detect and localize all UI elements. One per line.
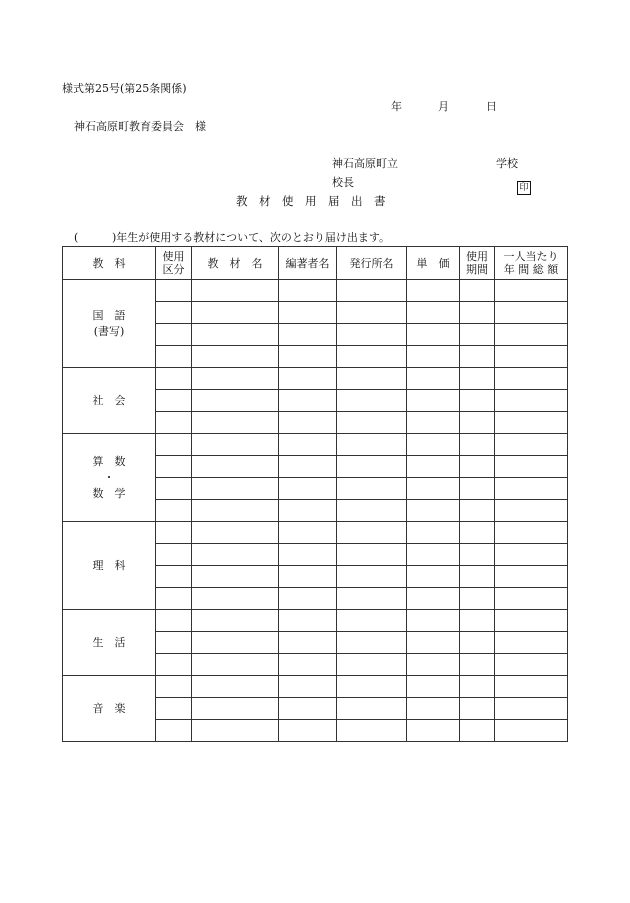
entry-cell[interactable]	[192, 544, 279, 566]
entry-cell[interactable]	[337, 368, 407, 390]
header-usage-period: 使用 期間	[460, 247, 495, 280]
entry-cell[interactable]	[156, 500, 192, 522]
subject-cell: 社 会	[63, 368, 156, 434]
entry-cell[interactable]	[460, 610, 495, 632]
entry-cell[interactable]	[337, 588, 407, 610]
entry-cell[interactable]	[407, 522, 460, 544]
entry-cell[interactable]	[337, 720, 407, 742]
entry-cell[interactable]	[156, 280, 192, 302]
entry-cell[interactable]	[156, 698, 192, 720]
entry-cell[interactable]	[192, 434, 279, 456]
entry-cell[interactable]	[156, 368, 192, 390]
entry-cell[interactable]	[192, 456, 279, 478]
entry-cell[interactable]	[407, 456, 460, 478]
entry-cell[interactable]	[407, 346, 460, 368]
entry-cell[interactable]	[279, 280, 337, 302]
entry-cell[interactable]	[495, 654, 568, 676]
entry-cell[interactable]	[156, 654, 192, 676]
date-year-label: 年	[391, 100, 402, 113]
entry-cell[interactable]	[192, 478, 279, 500]
entry-cell[interactable]	[156, 478, 192, 500]
header-material-name: 教 材 名	[192, 247, 279, 280]
table-row	[63, 676, 568, 698]
entry-cell[interactable]	[407, 632, 460, 654]
entry-cell[interactable]	[192, 720, 279, 742]
entry-cell[interactable]	[460, 632, 495, 654]
addressee: 神石高原町教育委員会 様	[74, 120, 206, 133]
header-usage-class: 使用 区分	[156, 247, 192, 280]
entry-cell[interactable]	[460, 280, 495, 302]
entry-cell[interactable]	[192, 632, 279, 654]
entry-cell[interactable]	[460, 412, 495, 434]
entry-cell[interactable]	[460, 500, 495, 522]
entry-cell[interactable]	[337, 456, 407, 478]
entry-cell[interactable]	[156, 434, 192, 456]
entry-cell[interactable]	[407, 478, 460, 500]
entry-cell[interactable]	[407, 610, 460, 632]
table-body	[63, 280, 568, 742]
entry-cell[interactable]	[495, 324, 568, 346]
table-row	[63, 610, 568, 632]
title-char: 材	[259, 194, 271, 208]
title-char: 出	[351, 194, 363, 208]
entry-cell[interactable]	[460, 654, 495, 676]
principal-label: 校長	[332, 176, 354, 189]
entry-cell[interactable]	[337, 566, 407, 588]
entry-cell[interactable]	[279, 324, 337, 346]
entry-cell[interactable]	[279, 610, 337, 632]
header-author: 編著者名	[279, 247, 337, 280]
entry-cell[interactable]	[495, 698, 568, 720]
title-char: 書	[374, 194, 386, 208]
entry-cell[interactable]	[337, 544, 407, 566]
entry-cell[interactable]	[460, 588, 495, 610]
title-char: 届	[328, 194, 340, 208]
entry-cell[interactable]	[279, 434, 337, 456]
entry-cell[interactable]	[407, 390, 460, 412]
entry-cell[interactable]	[337, 390, 407, 412]
subject-cell: 生 活	[63, 610, 156, 676]
table-row	[63, 434, 568, 456]
entry-cell[interactable]	[407, 324, 460, 346]
entry-cell[interactable]	[192, 522, 279, 544]
entry-cell[interactable]	[460, 522, 495, 544]
entry-cell[interactable]	[337, 280, 407, 302]
entry-cell[interactable]	[407, 412, 460, 434]
entry-cell[interactable]	[495, 346, 568, 368]
entry-cell[interactable]	[460, 324, 495, 346]
entry-cell[interactable]	[192, 654, 279, 676]
entry-cell[interactable]	[156, 720, 192, 742]
intro-statement: )年生が使用する教材について、次のとおり届け出ます。	[112, 231, 390, 244]
table-row	[63, 280, 568, 302]
entry-cell[interactable]	[192, 610, 279, 632]
subject-cell: 算 数 ・ 数 学	[63, 434, 156, 522]
entry-cell[interactable]	[279, 302, 337, 324]
entry-cell[interactable]	[407, 588, 460, 610]
entry-cell[interactable]	[495, 390, 568, 412]
entry-cell[interactable]	[192, 324, 279, 346]
entry-cell[interactable]	[192, 280, 279, 302]
school-prefix: 神石高原町立	[332, 157, 398, 170]
entry-cell[interactable]	[192, 588, 279, 610]
entry-cell[interactable]	[156, 544, 192, 566]
entry-cell[interactable]	[156, 566, 192, 588]
entry-cell[interactable]	[407, 676, 460, 698]
entry-cell[interactable]	[337, 522, 407, 544]
entry-cell[interactable]	[279, 720, 337, 742]
entry-cell[interactable]	[279, 346, 337, 368]
entry-cell[interactable]	[156, 346, 192, 368]
date-month-label: 月	[438, 100, 449, 113]
entry-cell[interactable]	[460, 698, 495, 720]
entry-cell[interactable]	[407, 280, 460, 302]
entry-cell[interactable]	[156, 412, 192, 434]
entry-cell[interactable]	[279, 478, 337, 500]
entry-cell[interactable]	[407, 500, 460, 522]
entry-cell[interactable]	[279, 698, 337, 720]
school-suffix: 学校	[496, 157, 518, 170]
subject-cell: 音 楽	[63, 676, 156, 742]
subject-cell: 国 語 (書写)	[63, 280, 156, 368]
entry-cell[interactable]	[337, 654, 407, 676]
header-publisher: 発行所名	[337, 247, 407, 280]
entry-cell[interactable]	[279, 522, 337, 544]
seal-mark	[517, 175, 531, 195]
table-row	[63, 522, 568, 544]
entry-cell[interactable]	[192, 302, 279, 324]
entry-cell[interactable]	[407, 720, 460, 742]
title-char: 教	[236, 194, 248, 208]
entry-cell[interactable]	[495, 566, 568, 588]
entry-cell[interactable]	[337, 346, 407, 368]
title-char: 使	[282, 194, 294, 208]
entry-cell[interactable]	[156, 676, 192, 698]
entry-cell[interactable]	[279, 412, 337, 434]
entry-cell[interactable]	[337, 478, 407, 500]
entry-cell[interactable]	[156, 302, 192, 324]
entry-cell[interactable]	[407, 368, 460, 390]
entry-cell[interactable]	[460, 566, 495, 588]
entry-cell[interactable]	[495, 280, 568, 302]
entry-cell[interactable]	[495, 676, 568, 698]
entry-cell[interactable]	[460, 302, 495, 324]
subject-cell: 理 科	[63, 522, 156, 610]
entry-cell[interactable]	[279, 676, 337, 698]
entry-cell[interactable]	[192, 346, 279, 368]
entry-cell[interactable]	[337, 324, 407, 346]
entry-cell[interactable]	[279, 500, 337, 522]
entry-cell[interactable]	[279, 632, 337, 654]
entry-cell[interactable]	[460, 368, 495, 390]
entry-cell[interactable]	[495, 478, 568, 500]
header-unit-price: 単 価	[407, 247, 460, 280]
entry-cell[interactable]	[495, 588, 568, 610]
entry-cell[interactable]	[407, 544, 460, 566]
entry-cell[interactable]	[407, 434, 460, 456]
entry-cell[interactable]	[279, 544, 337, 566]
entry-cell[interactable]	[460, 544, 495, 566]
entry-cell[interactable]	[460, 720, 495, 742]
entry-cell[interactable]	[156, 632, 192, 654]
entry-cell[interactable]	[279, 390, 337, 412]
entry-cell[interactable]	[156, 522, 192, 544]
entry-cell[interactable]	[279, 654, 337, 676]
entry-cell[interactable]	[407, 698, 460, 720]
date-day-label: 日	[486, 100, 497, 113]
entry-cell[interactable]	[156, 324, 192, 346]
grade-paren-open: (	[74, 231, 79, 244]
entry-cell[interactable]	[460, 676, 495, 698]
entry-cell[interactable]	[192, 500, 279, 522]
entry-cell[interactable]	[279, 368, 337, 390]
entry-cell[interactable]	[156, 588, 192, 610]
entry-cell[interactable]	[192, 412, 279, 434]
header-annual-total: 一人当たり 年 間 総 額	[495, 247, 568, 280]
entry-cell[interactable]	[156, 456, 192, 478]
entry-cell[interactable]	[407, 566, 460, 588]
entry-cell[interactable]	[337, 632, 407, 654]
title-char: 用	[305, 194, 317, 208]
entry-cell[interactable]	[156, 610, 192, 632]
entry-cell[interactable]	[460, 390, 495, 412]
entry-cell[interactable]	[460, 456, 495, 478]
entry-cell[interactable]	[495, 412, 568, 434]
entry-cell[interactable]	[337, 412, 407, 434]
entry-cell[interactable]	[192, 390, 279, 412]
header-subject: 教 科	[63, 247, 156, 280]
seal-glyph: 印	[517, 181, 531, 195]
entry-cell[interactable]	[407, 654, 460, 676]
entry-cell[interactable]	[495, 610, 568, 632]
entry-cell[interactable]	[279, 588, 337, 610]
entry-cell[interactable]	[460, 346, 495, 368]
entry-cell[interactable]	[279, 456, 337, 478]
entry-cell[interactable]	[337, 302, 407, 324]
entry-cell[interactable]	[495, 456, 568, 478]
entry-cell[interactable]	[407, 302, 460, 324]
entry-cell[interactable]	[337, 434, 407, 456]
entry-cell[interactable]	[495, 632, 568, 654]
entry-cell[interactable]	[495, 522, 568, 544]
entry-cell[interactable]	[495, 544, 568, 566]
entry-cell[interactable]	[495, 368, 568, 390]
entry-cell[interactable]	[337, 500, 407, 522]
entry-cell[interactable]	[337, 610, 407, 632]
form-number: 様式第25号(第25条関係)	[62, 82, 187, 95]
document-title	[236, 193, 397, 209]
header-row	[63, 247, 568, 280]
entry-cell[interactable]	[495, 500, 568, 522]
entry-cell[interactable]	[192, 566, 279, 588]
entry-cell[interactable]	[192, 676, 279, 698]
entry-cell[interactable]	[495, 434, 568, 456]
entry-cell[interactable]	[495, 302, 568, 324]
entry-cell[interactable]	[156, 390, 192, 412]
entry-cell[interactable]	[460, 478, 495, 500]
entry-cell[interactable]	[192, 368, 279, 390]
entry-cell[interactable]	[337, 676, 407, 698]
table-row	[63, 368, 568, 390]
entry-cell[interactable]	[495, 720, 568, 742]
entry-cell[interactable]	[337, 698, 407, 720]
materials-table	[62, 246, 568, 742]
entry-cell[interactable]	[460, 434, 495, 456]
entry-cell[interactable]	[192, 698, 279, 720]
entry-cell[interactable]	[279, 566, 337, 588]
